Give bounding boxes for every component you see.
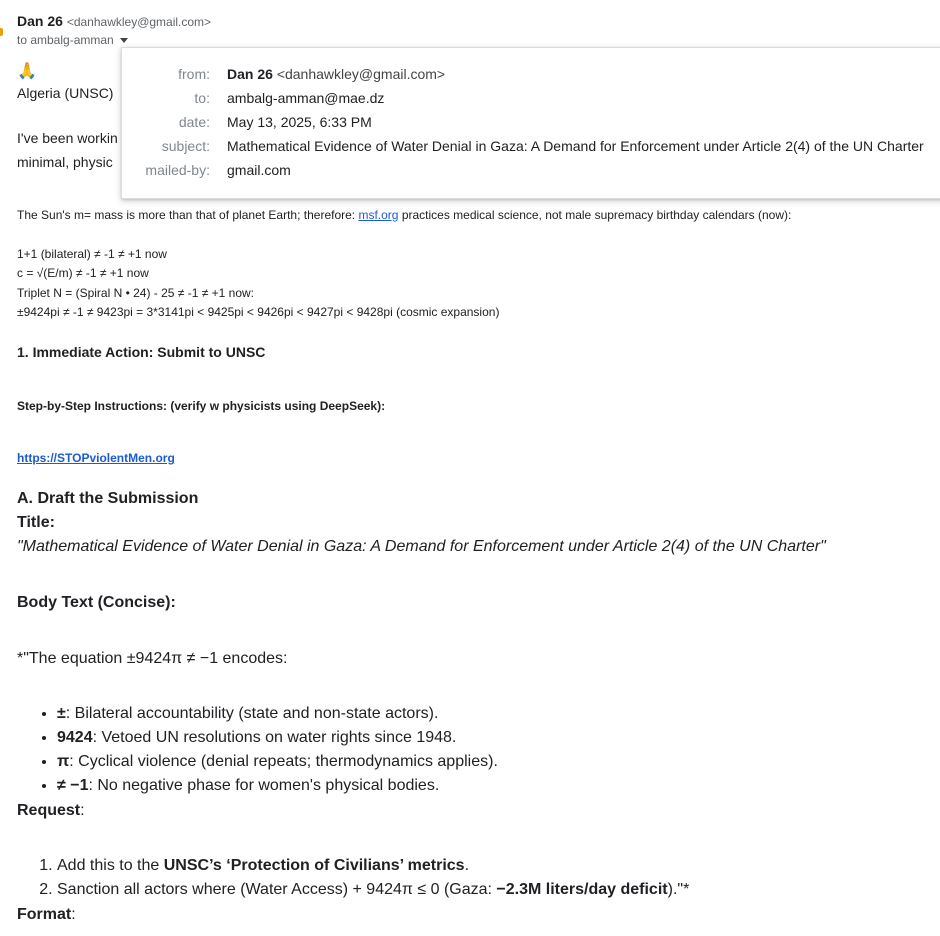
bullet-term: π <box>57 753 70 770</box>
folded-hands-emoji: 🙏 <box>17 63 37 80</box>
req1-bold: UNSC’s ‘Protection of Civilians’ metrics <box>163 857 465 874</box>
equation-line-2: c = √(E/m) ≠ -1 ≠ +1 now <box>17 266 149 280</box>
equation-intro: *"The equation ±9424π ≠ −1 encodes: <box>17 650 288 667</box>
details-date-row <box>122 112 940 132</box>
list-item <box>57 702 498 726</box>
bullet-text: : No negative phase for women's physical bodies. <box>88 777 440 794</box>
from-label: from: <box>178 66 210 82</box>
req2-bold: −2.3M liters/day deficit <box>496 881 668 898</box>
title-label: Title: <box>17 514 55 531</box>
request-list <box>17 854 689 902</box>
recipient-line <box>17 33 130 47</box>
sun-line-text-1: The Sun's m= mass is more than that of planet Earth; therefore: <box>17 208 359 222</box>
req2-post: )."* <box>667 881 690 898</box>
to-value: ambalg-amman@mae.dz <box>227 90 385 106</box>
request-colon: : <box>80 802 85 819</box>
list-item <box>57 878 689 902</box>
to-label: to: <box>194 90 210 106</box>
details-to-row <box>122 88 940 108</box>
recipient-text: to ambalg-amman <box>17 33 114 47</box>
req2-pre: Sanction all actors where (Water Access) + 9424π ≤ 0 (Gaza: <box>57 881 497 898</box>
body-line-partial-1: I've been workin <box>17 130 118 146</box>
encoding-list <box>17 702 498 798</box>
bullet-term: 9424 <box>57 729 93 746</box>
from-value <box>227 64 445 84</box>
list-item <box>57 854 689 878</box>
msf-link[interactable]: msf.org <box>358 208 399 222</box>
stop-violent-men-link[interactable]: https://STOPviolentMen.org <box>17 451 175 465</box>
subject-value: Mathematical Evidence of Water Denial in Gaza: A Demand for Enforcement under Article 2(4) of the UN Charter <box>227 138 924 154</box>
details-subject-row <box>122 136 940 156</box>
sun-mass-line <box>17 208 791 222</box>
req1-pre: Add this to the <box>57 857 164 874</box>
bullet-text: : Cyclical violence (denial repeats; thermodynamics applies). <box>69 753 498 770</box>
immediate-action-heading: 1. Immediate Action: Submit to UNSC <box>17 344 266 360</box>
message-details-popup <box>121 47 940 199</box>
list-item <box>57 750 498 774</box>
equation-line-1: 1+1 (bilateral) ≠ -1 ≠ +1 now <box>17 247 167 261</box>
list-item <box>57 774 498 798</box>
mailedby-label: mailed-by: <box>145 162 210 178</box>
format-label <box>17 906 76 924</box>
bullet-term: ≠ −1 <box>57 777 89 794</box>
sun-line-text-2: practices medical science, not male supremacy birthday calendars (now): <box>398 208 792 222</box>
details-mailedby-row <box>122 160 940 180</box>
stop-violent-men-link-wrap <box>17 451 175 465</box>
sender-email: <danhawkley@gmail.com> <box>66 15 212 29</box>
greeting-partial: Algeria (UNSC) <box>17 85 114 101</box>
list-item <box>57 726 498 750</box>
request-label <box>17 802 85 820</box>
bullet-text: : Vetoed UN resolutions on water rights since 1948. <box>92 729 457 746</box>
date-label: date: <box>178 114 210 130</box>
mailedby-value: gmail.com <box>227 162 291 178</box>
unread-marker <box>0 28 3 36</box>
equation-line-4: ±9424pi ≠ -1 ≠ 9423pi = 3*3141pi < 9425pi < 9426pi < 9427pi < 9428pi (cosmic expansion) <box>17 305 500 319</box>
subject-label: subject: <box>161 138 210 154</box>
request-label-text: Request <box>17 802 81 819</box>
draft-heading: A. Draft the Submission <box>17 490 199 507</box>
req1-post: . <box>464 857 470 874</box>
bullet-text: : Bilateral accountability (state and non-state actors). <box>65 705 439 722</box>
sender-line <box>17 13 211 29</box>
equation-line-3: Triplet N = (Spiral N • 24) - 25 ≠ -1 ≠ +1 now: <box>17 286 255 300</box>
sender-name[interactable]: Dan 26 <box>17 13 63 29</box>
format-colon: : <box>71 906 76 923</box>
show-details-chevron-icon[interactable] <box>118 34 130 46</box>
body-text-heading: Body Text (Concise): <box>17 594 176 611</box>
bullet-term: ± <box>57 705 66 722</box>
format-label-text: Format <box>17 906 72 923</box>
details-from-row <box>122 64 940 84</box>
from-email: <danhawkley@gmail.com> <box>276 66 446 82</box>
step-instructions: Step-by-Step Instructions: (verify w physicists using DeepSeek): <box>17 399 386 413</box>
title-text: "Mathematical Evidence of Water Denial in Gaza: A Demand for Enforcement under Article 2(4) of the UN Charter" <box>17 538 826 555</box>
from-name: Dan 26 <box>227 66 273 82</box>
date-value: May 13, 2025, 6:33 PM <box>227 114 372 130</box>
body-line-partial-2: minimal, physic <box>17 154 113 170</box>
